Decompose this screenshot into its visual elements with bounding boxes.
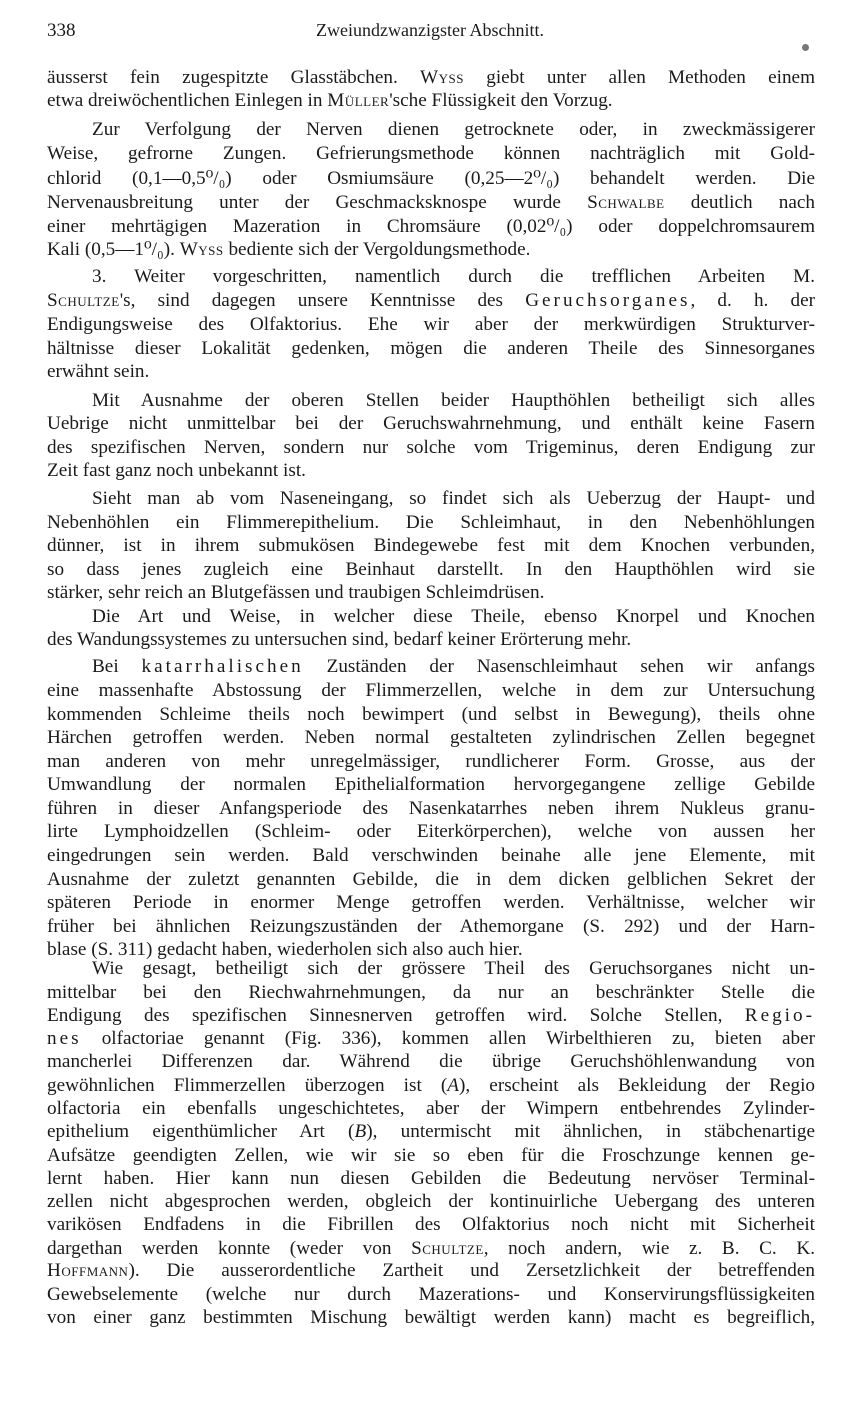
text-line: Kali (0,5—1⁰/₀). Wyss bediente sich der Vergoldungsmethode. [47,239,531,260]
text-line: zellen nicht abgesprochen werden, obgleich der kontinuirliche Uebergang des unteren [47,1191,815,1212]
text-line: von einer ganz bestimmten Mischung bewältigt werden kann) macht es begreiflich, [47,1307,815,1328]
text-line: Schultze's, sind dagegen unsere Kenntnisse des Geruchsorganes, d. h. der [47,290,815,311]
text-line: Gewebselemente (welche nur durch Mazerations- und Konservirungsflüssigkeiten [47,1284,815,1305]
text-line: lirte Lymphoidzellen (Schleim- oder Eiterkörperchen), welche von aussen her [47,821,815,842]
text-line: gewöhnlichen Flimmerzellen überzogen ist (A), erscheint als Bekleidung der Regio [47,1075,815,1096]
text-line: etwa dreiwöchentlichen Einlegen in Müller'sche Flüssigkeit den Vorzug. [47,90,613,111]
text-line: chlorid (0,1—0,5⁰/₀) oder Osmiumsäure (0,25—2⁰/₀) behandelt werden. Die [47,168,815,189]
text-line: varikösen Endfadens in die Fibrillen des Olfaktorius noch nicht mit Sicherheit [47,1214,815,1235]
text-line: epithelium eigenthümlicher Art (B), untermischt mit ähnlichen, in stäbchenartige [47,1121,815,1142]
text-line: blase (S. 311) gedacht haben, wiederholen sich also auch hier. [47,939,523,960]
text-line: Uebrige nicht unmittelbar bei der Geruchswahrnehmung, und enthält keine Fasern [47,413,815,434]
text-line: stärker, sehr reich an Blutgefässen und traubigen Schleimdrüsen. [47,582,545,603]
text-line: Endigung des spezifischen Sinnesnerven getroffen wird. Solche Stellen, Regio- [47,1005,815,1026]
text-line: man anderen von mehr unregelmässiger, rundlicherer Form. Grosse, aus der [47,751,815,772]
text-line: kommenden Schleime theils noch bewimpert (und selbst in Bewegung), theils ohne [47,704,815,725]
text-line: Aufsätze geendigten Zellen, wie wir sie so eben für die Froschzunge kennen ge- [47,1145,815,1166]
text-line: so dass jenes zugleich eine Beinhaut darstellt. In den Haupthöhlen wird sie [47,559,815,580]
paragraph-first-line: Bei katarrhalischen Zuständen der Nasenschleimhaut sehen wir anfangs [92,656,815,677]
text-line: früher bei ähnlichen Reizungszuständen der Athemorgane (S. 292) und der Harn- [47,916,815,937]
text-line: hältnisse dieser Lokalität gedenken, mögen die anderen Theile des Sinnesorganes [47,338,815,359]
text-line: Hoffmann). Die ausserordentliche Zartheit und Zersetzlichkeit der betreffenden [47,1260,815,1281]
paragraph-first-line: 3. Weiter vorgeschritten, namentlich durch die trefflichen Arbeiten M. [92,266,815,287]
text-line: lernt haben. Hier kann nun diesen Gebilden die Bedeutung nervöser Terminal- [47,1168,815,1189]
text-line: Zeit fast ganz noch unbekannt ist. [47,460,306,481]
text-line: mancherlei Differenzen dar. Während die übrige Geruchshöhlenwandung von [47,1051,815,1072]
text-line: Endigungsweise des Olfaktorius. Ehe wir aber der merkwürdigen Strukturver- [47,314,815,335]
page-number: 338 [47,20,76,41]
text-line: Umwandlung der normalen Epithelialformation hervorgegangene zellige Gebilde [47,774,815,795]
text-line: des Wandungssystemes zu untersuchen sind, bedarf keiner Erörterung mehr. [47,629,632,650]
text-line: dünner, ist in ihrem submukösen Bindegewebe fest mit dem Knochen verbunden, [47,535,815,556]
text-line: dargethan werden konnte (weder von Schultze, noch andern, wie z. B. C. K. [47,1238,815,1259]
text-line: Weise, gefrorne Zungen. Gefrierungsmethode können nachträglich mit Gold- [47,143,815,164]
text-line: nes olfactoriae genannt (Fig. 336), kommen allen Wirbelthieren zu, bieten aber [47,1028,815,1049]
text-line: des spezifischen Nerven, sondern nur solche vom Trigeminus, deren Endigung zur [47,437,815,458]
paragraph-first-line: Mit Ausnahme der oberen Stellen beider Haupthöhlen betheiligt sich alles [92,390,815,411]
paragraph-first-line: äusserst fein zugespitzte Glasstäbchen. Wyss giebt unter allen Methoden einem [47,67,815,88]
text-line: führen in dieser Anfangsperiode des Nasenkatarrhes neben ihrem Nukleus granu- [47,798,815,819]
text-line: erwähnt sein. [47,361,150,382]
text-line: eingedrungen sein werden. Bald verschwinden beinahe alle jene Elemente, mit [47,845,815,866]
paragraph-first-line: Zur Verfolgung der Nerven dienen getrocknete oder, in zweckmässigerer [92,119,815,140]
paragraph-first-line: Wie gesagt, betheiligt sich der grössere Theil des Geruchsorganes nicht un- [92,958,815,979]
running-title: Zweiundzwanzigster Abschnitt. [316,20,544,40]
text-line: olfactoria ein ebenfalls ungeschichtetes, aber der Wimpern entbehrendes Zylinder- [47,1098,815,1119]
text-line: Härchen getroffen werden. Neben normal gestalteten zylindrischen Zellen begegnet [47,727,815,748]
paragraph-first-line: Sieht man ab vom Naseneingang, so findet sich als Ueberzug der Haupt- und [92,488,815,509]
text-line: mittelbar bei den Riechwahrnehmungen, da nur an beschränkter Stelle die [47,982,815,1003]
text-line: eine massenhafte Abstossung der Flimmerzellen, welche in dem zur Untersuchung [47,680,815,701]
text-line: späteren Periode in enormer Menge getroffen werden. Verhältnisse, welcher wir [47,892,815,913]
text-line: Ausnahme der zuletzt genannten Gebilde, die in dem dicken gelblichen Sekret der [47,869,815,890]
text-line: Nervenausbreitung unter der Geschmacksknospe wurde Schwalbe deutlich nach [47,192,815,213]
paragraph-first-line: Die Art und Weise, in welcher diese Theile, ebenso Knorpel und Knochen [92,606,815,627]
scan-speck [802,44,809,51]
text-line: einer mehrtägigen Mazeration in Chromsäure (0,02⁰/₀) oder doppelchromsaurem [47,216,815,237]
text-line: Nebenhöhlen ein Flimmerepithelium. Die Schleimhaut, in den Nebenhöhlungen [47,512,815,533]
